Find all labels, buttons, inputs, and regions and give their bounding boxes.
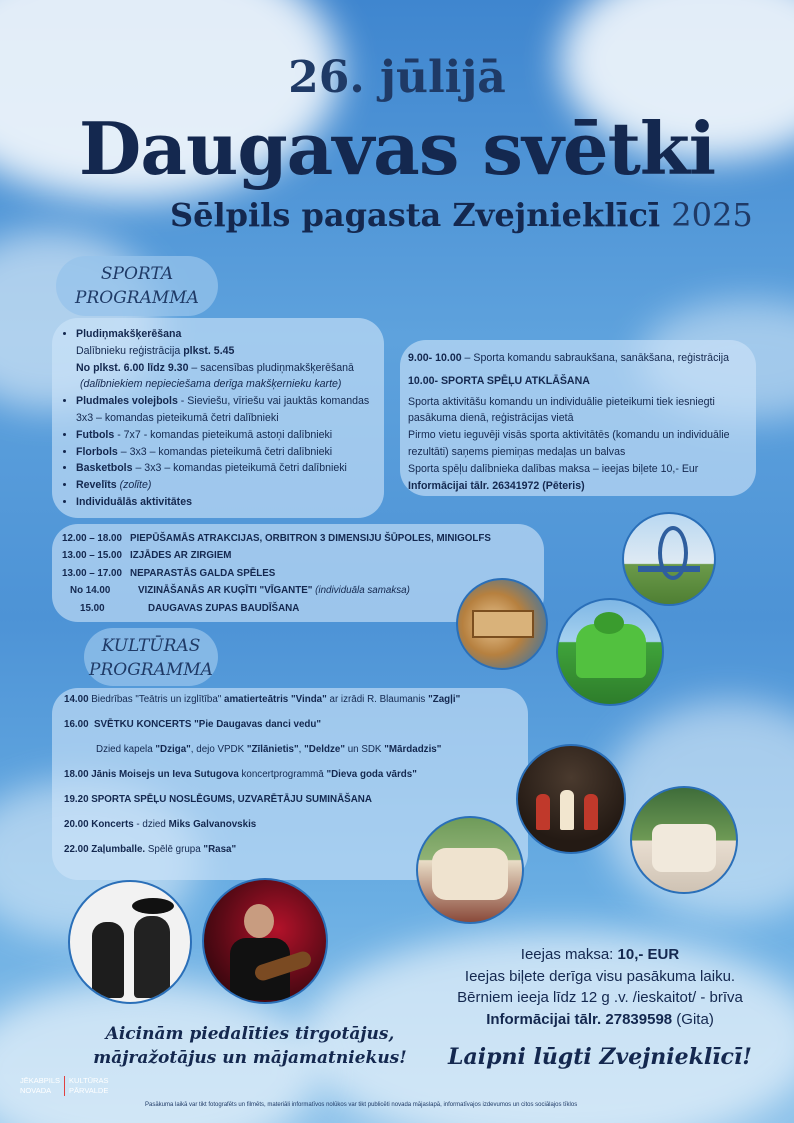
entry-contact-name: (Gita): [672, 1010, 714, 1028]
culture-l3h: "Mārdadzis": [384, 744, 442, 755]
culture-l3g: un SDK: [344, 744, 385, 755]
culture-pill-line1: KULTŪRAS: [101, 636, 201, 656]
volley-label: Pludmales volejbols: [76, 395, 178, 408]
logo-divider: [64, 1076, 65, 1096]
sport-fee-note: Sporta spēļu dalībnieka dalības maksa – ieejas biļete 10,- Eur: [408, 462, 699, 475]
entry-info: [420, 944, 780, 1030]
sport-list-2: [58, 393, 380, 410]
culture-l4c: "Dieva goda vārds": [326, 769, 417, 780]
activity-time: 13.00 – 15.00: [62, 550, 122, 562]
activity-note: (individuāla samaksa): [312, 585, 410, 597]
activity-time: 15.00: [80, 602, 105, 614]
culture-sport-closing: 19.20 SPORTA SPĒĻU NOSLĒGUMS, UZVARĒTĀJU SUMINĀŠANA: [64, 794, 372, 805]
entry-contact-phone: Informācijai tālr. 27839598: [486, 1010, 673, 1028]
list-item: [76, 494, 380, 511]
sport-schedule-panel: [400, 340, 756, 496]
fishing-reg-label: Dalībnieku reģistrācija: [76, 344, 181, 357]
entry-fee-label: Ieejas maksa:: [520, 946, 618, 963]
culture-l6b: - dzied: [133, 819, 169, 830]
volley-desc: - Sieviešu, vīriešu vai jauktās komandas: [177, 395, 370, 408]
culture-l7b: Spēlē grupa: [145, 844, 204, 855]
event-date: 26. jūlijā: [288, 52, 506, 103]
sport-list-3: [58, 427, 380, 511]
culture-l3a: Dzied kapela: [96, 744, 156, 755]
sport-arrival-text: – Sporta komandu sabraukšana, sanākšana, reģistrācija: [461, 352, 729, 364]
football-label: Futbols: [76, 428, 115, 441]
activity-text: [130, 547, 231, 564]
culture-time-1600: 16.00: [64, 719, 89, 730]
revelits-note: (zolīte): [119, 479, 152, 492]
culture-program-pill: [84, 628, 218, 686]
event-title: Daugavas svētki: [78, 106, 716, 191]
culture-l3e: ,: [298, 744, 305, 755]
orbitron-photo: [622, 512, 716, 606]
sport-contact: Informācijai tālr. 26341972 (Pēteris): [408, 479, 585, 492]
culture-l3c: , dejo VPDK: [190, 744, 247, 755]
entry-children-note: Bērniem ieeja līdz 12 g .v. /ieskaitot/ - brīva: [457, 989, 743, 1006]
group-photo: [630, 786, 738, 894]
subtitle-year: 2025: [671, 196, 753, 234]
organizer-logo: [20, 1076, 108, 1096]
list-item: [76, 477, 380, 494]
revelits-label: Revelīts: [76, 479, 117, 492]
event-subtitle: [170, 196, 753, 234]
culture-l1b: amatierteātris "Vinda": [224, 694, 327, 705]
fishing-note: (dalībniekiem nepieciešama derīga makšķernieku karte): [80, 378, 342, 391]
culture-l1a: Biedrības "Teātris un izglītība": [88, 694, 224, 705]
activity-time: 12.00 – 18.00: [62, 533, 122, 544]
sport-pill-line2: PROGRAMMA: [75, 288, 199, 308]
volley-desc2: 3x3 – komandas pieteikumā četri dalībnieki: [76, 411, 279, 424]
culture-l4a: 18.00 Jānis Moisejs un Ieva Sutugova: [64, 769, 239, 780]
activity-text: [148, 600, 299, 617]
photo-disclaimer: Pasākuma laikā var tikt fotografēts un filmēts, materiāli informatīvos nolūkos var tikt publicēti novada mājaslapā, informatīvajos izdevumos un citos sociālajos tīklos: [145, 1102, 578, 1108]
sport-list: [58, 326, 380, 343]
culture-l7c: "Rasa": [203, 844, 237, 855]
activity-title: DAUGAVAS ZUPAS BAUDĪŠANA: [148, 602, 300, 614]
sport-registration-note: Sporta aktivitāšu komandu un individuālie pieteikumi tiek iesniegti pasākuma dienā, reģistrācijas vietā: [408, 395, 715, 425]
floorball-label: Florbols: [76, 445, 118, 458]
choir-photo: [416, 816, 524, 924]
culture-l3b: "Dziga": [155, 744, 191, 755]
inflatable-photo: [556, 598, 664, 706]
list-item: [76, 393, 380, 410]
fishing-desc: – sacensības pludiņmakšķerēšanā: [188, 361, 354, 374]
culture-l1d: "Zagļi": [428, 694, 461, 705]
fishing-reg-time: plkst. 5.45: [183, 344, 235, 357]
activity-row: [62, 547, 536, 564]
culture-l6c: Miks Galvanovskis: [168, 819, 257, 830]
culture-l3d: "Zīlānietis": [246, 744, 299, 755]
culture-festival-concert: SVĒTKU KONCERTS "Pie Daugavas danci vedu": [93, 719, 322, 730]
sport-activities-panel: [52, 318, 384, 518]
culture-time-1400: 14.00: [64, 694, 89, 705]
football-desc: - 7x7 - komandas pieteikumā astoņi dalībnieki: [114, 428, 333, 441]
floorball-desc: – 3x3 – komandas pieteikumā četri dalībnieki: [117, 445, 333, 458]
culture-l7a: 22.00 Zaļumballe.: [64, 844, 146, 855]
basketball-label: Basketbols: [76, 462, 133, 475]
logo-left2: NOVADA: [20, 1086, 52, 1095]
activity-text: [130, 565, 275, 582]
vendor-invitation: [90, 1022, 410, 1070]
logo-right1: KULTŪRAS: [69, 1076, 109, 1085]
sport-opening: 10.00- SPORTA SPĒĻU ATKLĀŠANA: [408, 374, 590, 387]
culture-l1c: ar izrādi R. Blaumanis: [326, 694, 429, 705]
culture-l6a: 20.00 Koncerts: [64, 819, 134, 830]
fishing-details: [58, 343, 380, 393]
duo-artists-photo: [68, 880, 192, 1004]
welcome-text: Laipni lūgti Zvejnieklīcī!: [448, 1044, 752, 1070]
culture-pill-line2: PROGRAMMA: [89, 660, 213, 680]
activity-title: IZJĀDES AR ZIRGIEM: [130, 550, 232, 562]
sport-arrival-time: 9.00- 10.00: [408, 352, 462, 364]
sport-pill-line1: SPORTA: [100, 264, 174, 284]
list-item: [76, 444, 380, 461]
sport-program-pill: [56, 256, 218, 316]
fishing-time: No plkst. 6.00 līdz 9.30: [76, 361, 189, 374]
list-item: [76, 326, 380, 343]
invite-line2: mājražotājus un mājamatniekus!: [93, 1048, 407, 1068]
entry-fee-amount: 10,- EUR: [617, 946, 680, 963]
activity-title: VIZINĀŠANĀS AR KUĢĪTI "VĪGANTE": [138, 585, 313, 597]
activity-row: [62, 530, 536, 547]
subtitle-location: Sēlpils pagasta Zvejnieklīcī: [170, 196, 661, 234]
activity-title: PIEPŪŠAMĀS ATRAKCIJAS, ORBITRON 3 DIMENSIJU ŠŪPOLES, MINIGOLFS: [130, 533, 491, 544]
list-item: [76, 460, 380, 477]
logo-right2: PĀRVALDE: [69, 1086, 109, 1095]
sport-awards-note: Pirmo vietu ieguvēji visās sporta aktivitātēs (komandu un individuālie rezultāti) saņems piemiņas medaļas un balvas: [408, 429, 730, 458]
fishing-label: Pludiņmakšķerēšana: [76, 328, 182, 340]
activity-title: NEPARASTĀS GALDA SPĒLES: [130, 567, 276, 579]
entry-valid-note: Ieejas biļete derīga visu pasākuma laiku.: [464, 967, 736, 985]
culture-l4b: koncertprogrammā: [238, 769, 327, 780]
invite-line1: Aicinām piedalīties tirgotājus,: [105, 1024, 395, 1044]
activity-text: [130, 530, 491, 547]
activity-time: No 14.00: [70, 585, 111, 597]
activity-row: [62, 565, 536, 582]
culture-l3f: "Deldze": [304, 744, 345, 755]
folk-dance-photo: [516, 744, 626, 854]
individual-label: Individuālās aktivitātes: [76, 495, 192, 508]
activity-text: [138, 582, 410, 599]
basketball-desc: – 3x3 – komandas pieteikumā četri dalībnieki: [132, 462, 347, 475]
activity-time: 13.00 – 17.00: [62, 567, 122, 579]
guitarist-photo: [202, 878, 328, 1004]
logo-left1: JĒKABPILS: [20, 1076, 61, 1085]
board-games-photo: [456, 578, 548, 670]
list-item: [76, 427, 380, 444]
